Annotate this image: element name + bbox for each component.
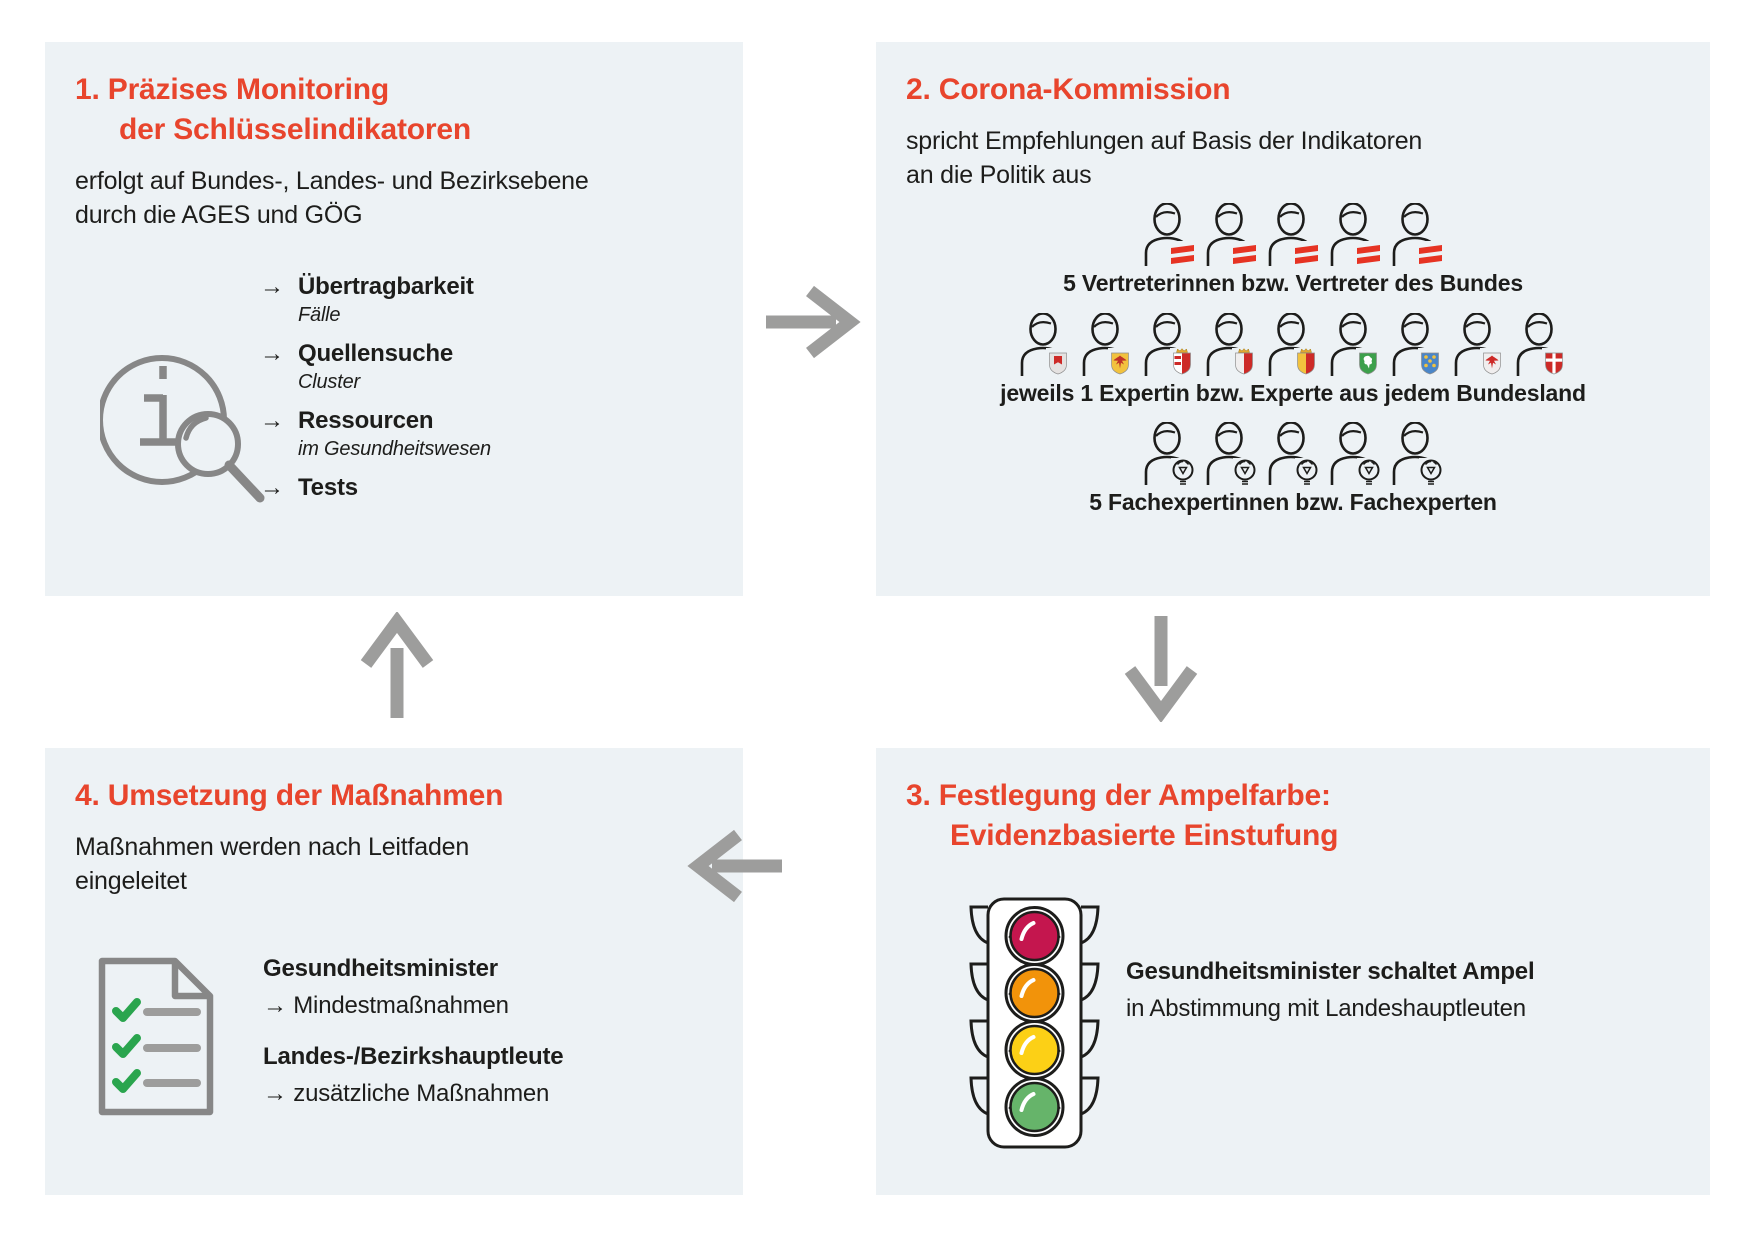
person-icon [1327, 313, 1383, 377]
person-icon [1327, 203, 1383, 267]
step1-title [75, 70, 743, 150]
step3-title-line1: 3. Festlegung der Ampelfarbe: [906, 779, 1331, 812]
traffic-light-icon [962, 896, 1107, 1151]
measure-entry-label: Gesundheitsminister [263, 955, 498, 982]
person-icon [1389, 313, 1445, 377]
person-icon [1141, 313, 1197, 377]
austria-flag-icon [1293, 241, 1320, 266]
indicator-item [260, 406, 491, 462]
commission-row [876, 422, 1710, 517]
measure-entry-label: Landes-/Bezirkshauptleute [263, 1043, 564, 1070]
person-icon-group [876, 313, 1710, 377]
traffic-light-lamp-1 [1006, 965, 1063, 1022]
person-icon-group [876, 203, 1710, 267]
step2-subtitle-line1: spricht Empfehlungen auf Basis der Indikatoren [906, 126, 1423, 155]
traffic-light-lamp-3 [1006, 1079, 1063, 1136]
step4-subtitle [75, 830, 743, 898]
austria-flag-icon [1231, 241, 1258, 266]
traffic-light-lamp-0 [1006, 908, 1063, 965]
step4-title-text: 4. Umsetzung der Maßnahmen [75, 779, 504, 812]
measure-entry [263, 954, 563, 1021]
step2-title-text: 2. Corona-Kommission [906, 73, 1231, 106]
state-shield-vorarlberg-icon [1050, 353, 1067, 374]
state-shield-steiermark-icon [1360, 353, 1377, 374]
lightbulb-icon [1357, 458, 1381, 486]
measure-entry-sub: → zusätzliche Maßnahmen [263, 1080, 550, 1107]
checklist-document-icon [97, 956, 222, 1118]
step1-subtitle-line2: durch die AGES und GÖG [75, 200, 363, 229]
step4-measures-box [45, 748, 743, 1195]
indicator-sublabel: im Gesundheitswesen [298, 438, 491, 460]
person-icon [1265, 313, 1321, 377]
person-icon [1389, 203, 1445, 267]
step1-subtitle [75, 164, 743, 232]
commission-row-label: 5 Vertreterinnen bzw. Vertreter des Bundes [1063, 270, 1523, 296]
step2-subtitle [906, 124, 1710, 192]
arrow-bullet-icon: → [260, 273, 284, 300]
step1-subtitle-line1: erfolgt auf Bundes-, Landes- und Bezirksebene [75, 166, 589, 195]
step2-title [906, 70, 1710, 110]
step3-text-regular: in Abstimmung mit Landeshauptleuten [1126, 995, 1526, 1023]
lightbulb-icon [1295, 458, 1319, 486]
state-shield-niederoesterreich-icon [1422, 353, 1439, 374]
indicator-label: Ressourcen [298, 407, 434, 434]
commission-row-label: jeweils 1 Expertin bzw. Experte aus jedem Bundesland [1000, 379, 1586, 406]
lightbulb-icon [1419, 458, 1443, 486]
step3-ampel-box [876, 748, 1710, 1195]
step4-subtitle-line2: eingeleitet [75, 866, 187, 895]
person-icon [1389, 422, 1445, 486]
step4-subtitle-line1: Maßnahmen werden nach Leitfaden [75, 832, 470, 861]
step2-subtitle-line2: an die Politik aus [906, 160, 1092, 189]
person-icon-group [876, 422, 1710, 486]
arrow-step4-to-step1 [357, 612, 437, 724]
person-icon [1017, 313, 1073, 377]
person-icon [1327, 422, 1383, 486]
person-icon [1265, 203, 1321, 267]
state-shield-burgenland-icon [1112, 353, 1129, 374]
step3-title [906, 776, 1710, 856]
indicator-label: Tests [298, 474, 358, 501]
indicator-item [260, 473, 491, 503]
measure-entry [263, 1042, 563, 1109]
step1-monitoring-box [45, 42, 743, 596]
person-icon [1265, 422, 1321, 486]
step3-text-bold: Gesundheitsminister schaltet Ampel [1126, 958, 1535, 985]
step1-title-line1: 1. Präzises Monitoring [75, 73, 389, 106]
indicator-item [260, 339, 491, 395]
lightbulb-icon [1233, 458, 1257, 486]
austria-flag-icon [1417, 241, 1444, 266]
step4-title [75, 776, 743, 816]
measure-entry-sub: → Mindestmaßnahmen [263, 992, 509, 1019]
austria-flag-icon [1355, 241, 1382, 266]
commission-rows [876, 203, 1710, 532]
indicator-list [260, 272, 491, 514]
commission-row [876, 313, 1710, 408]
arrow-step1-to-step2 [760, 282, 872, 362]
arrow-bullet-icon: → [260, 340, 284, 367]
person-icon [1203, 313, 1259, 377]
arrow-step3-to-step4 [676, 826, 788, 906]
person-icon [1141, 203, 1197, 267]
commission-row-label: 5 Fachexpertinnen bzw. Fachexperten [1089, 489, 1497, 516]
step3-text [1126, 956, 1534, 1024]
arrow-bullet-icon: → [260, 474, 284, 501]
commission-row [876, 203, 1710, 298]
arrow-step2-to-step3 [1121, 610, 1201, 722]
austria-flag-icon [1169, 241, 1196, 266]
indicator-label: Übertragbarkeit [298, 273, 474, 300]
person-icon [1451, 313, 1507, 377]
person-icon [1203, 203, 1259, 267]
state-shield-tirol-icon [1484, 353, 1501, 374]
step1-title-line2: der Schlüsselindikatoren [119, 112, 471, 146]
arrow-bullet-icon: → [260, 407, 284, 434]
traffic-light-lamp-2 [1006, 1022, 1063, 1079]
step3-title-line2: Evidenzbasierte Einstufung [950, 818, 1339, 852]
indicator-label: Quellensuche [298, 340, 453, 367]
person-icon [1203, 422, 1259, 486]
indicator-sublabel: Cluster [298, 371, 360, 393]
lightbulb-icon [1171, 458, 1195, 486]
measure-entries [263, 954, 563, 1109]
person-icon [1513, 313, 1569, 377]
indicator-item [260, 272, 491, 328]
person-icon [1079, 313, 1135, 377]
step2-commission-box [876, 42, 1710, 596]
indicator-sublabel: Fälle [298, 304, 341, 326]
person-icon [1141, 422, 1197, 486]
